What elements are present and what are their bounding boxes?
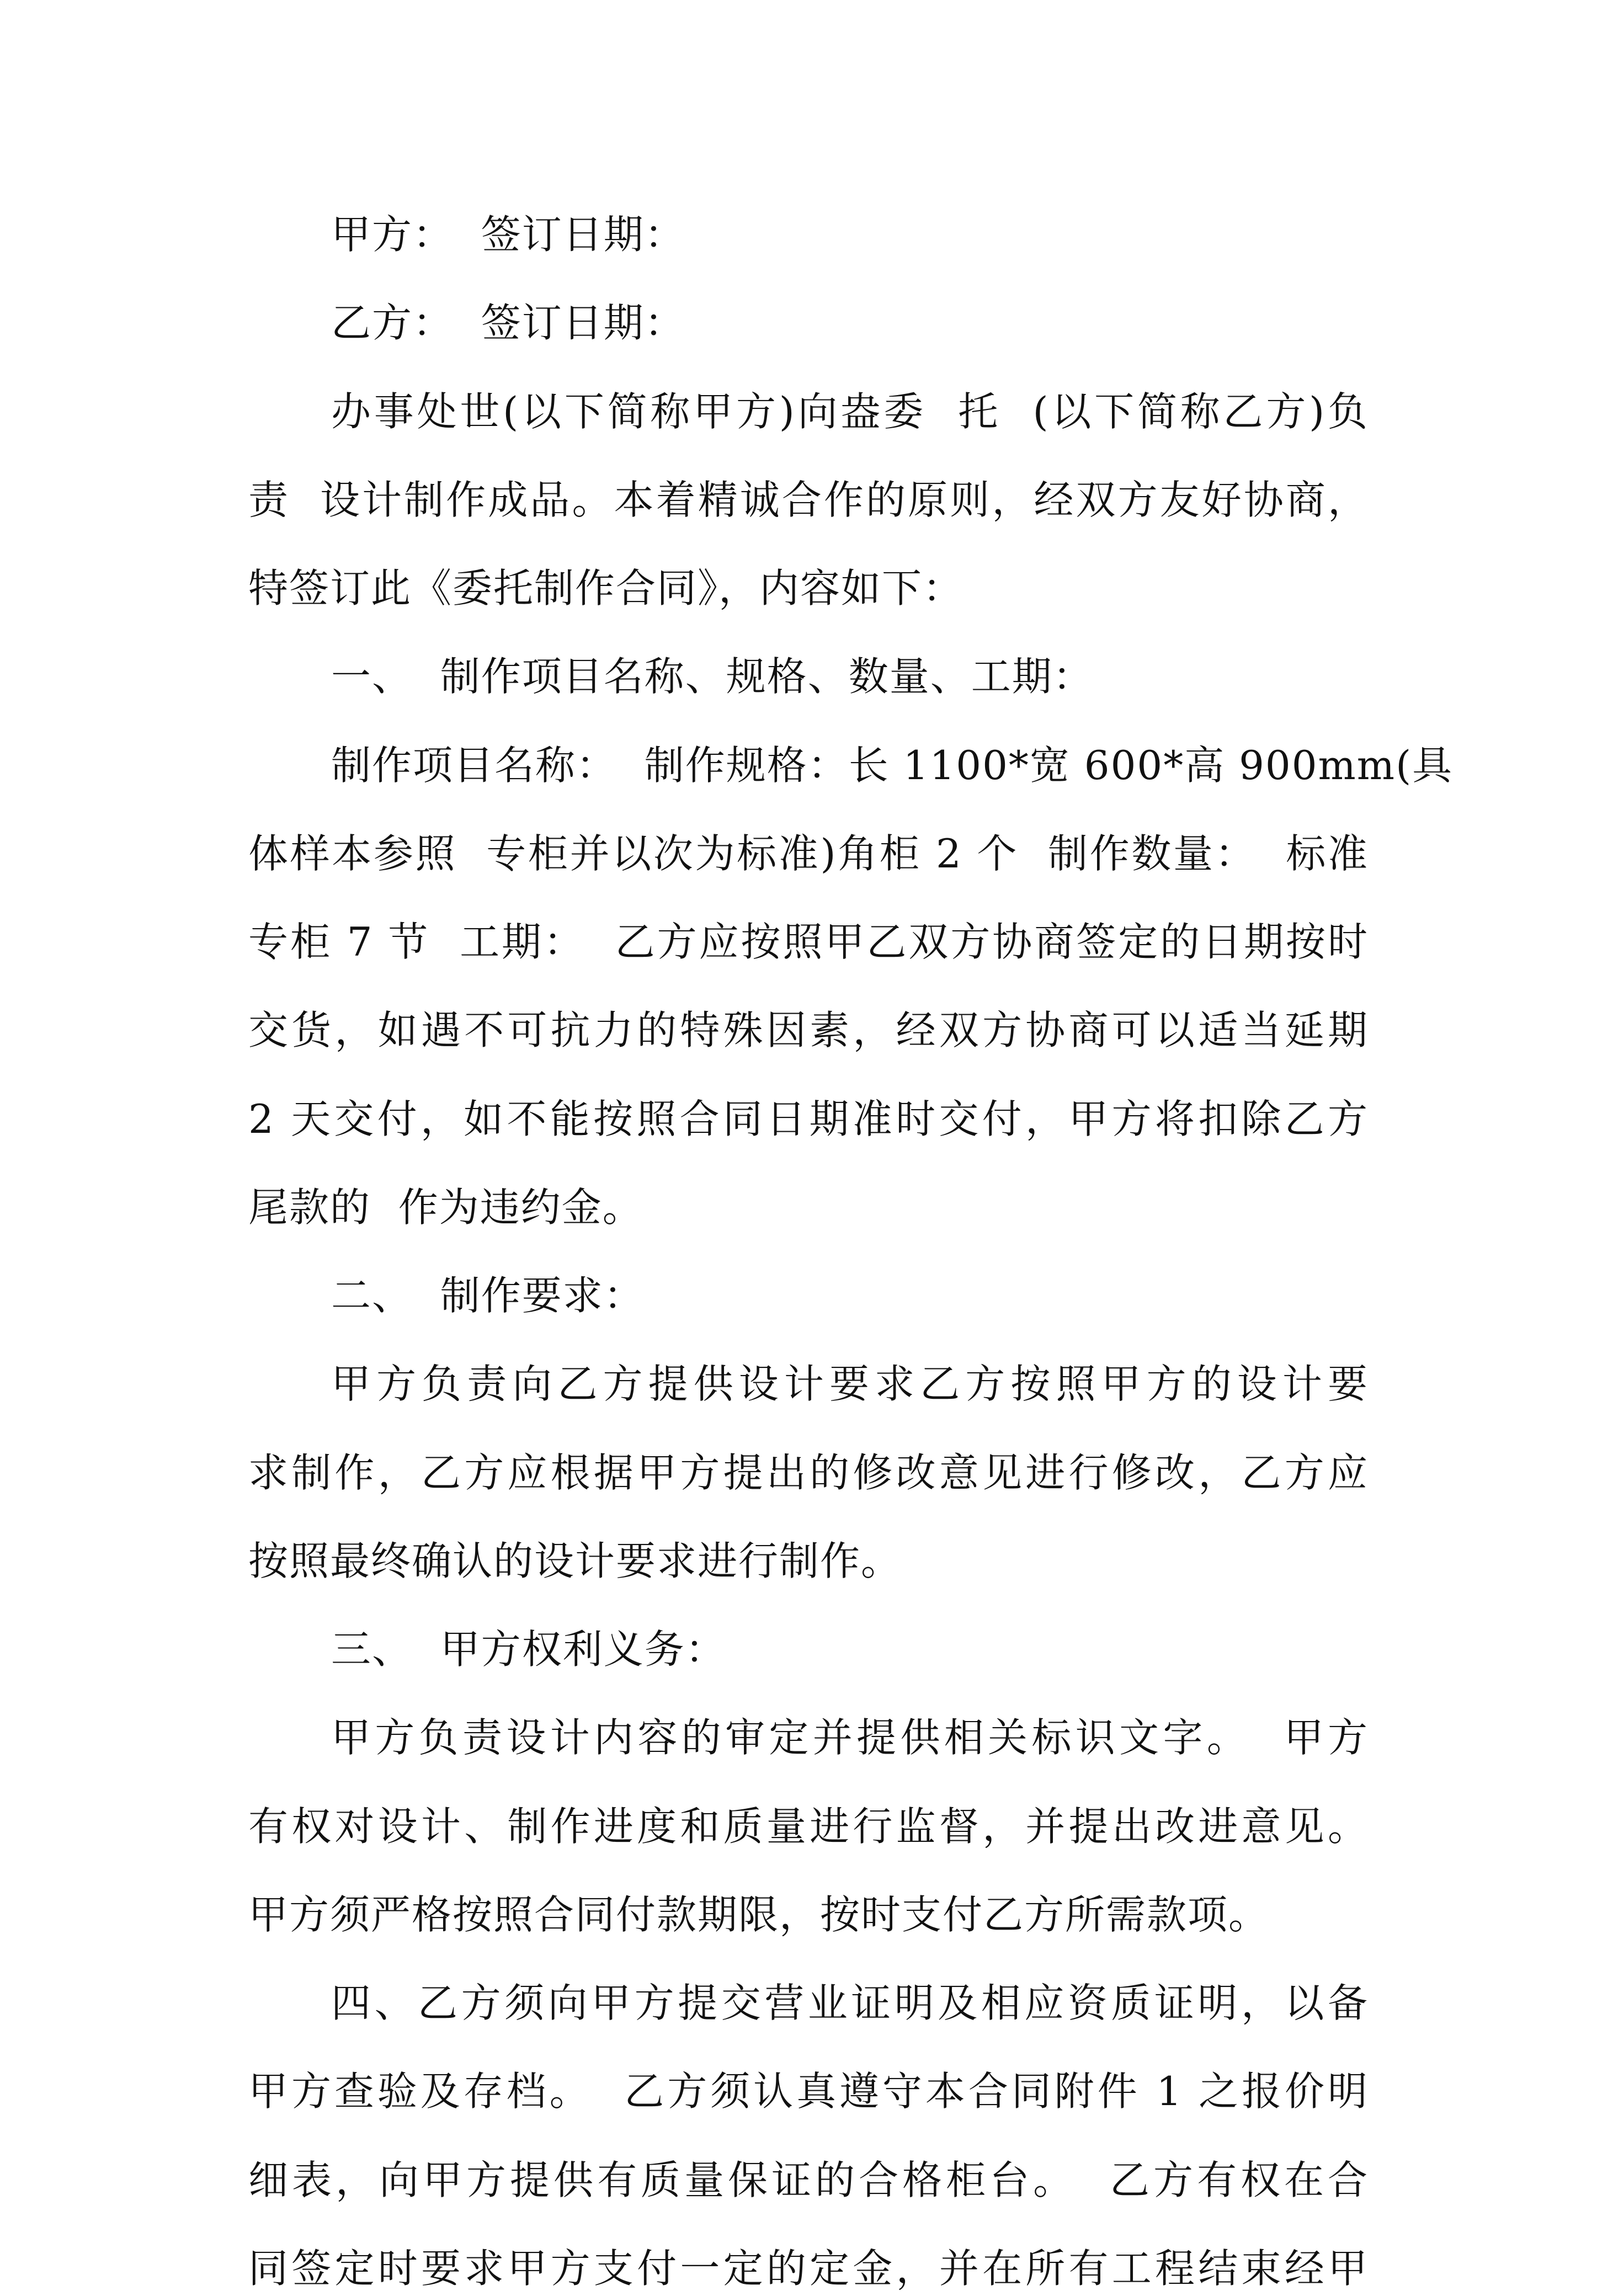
- preamble-line-3: 特签订此《委托制作合同》，内容如下：: [248, 565, 964, 611]
- party-b-signing-line: 乙方： 签订日期：: [331, 300, 685, 346]
- section-4-line-4: 同签定时要求甲方支付一定的定金，并在所有工程结束经甲: [248, 2245, 1369, 2292]
- section-1-line-5: 2 天交付，如不能按照合同日期准时交付，甲方将扣除乙方: [248, 1096, 1369, 1142]
- section-3-line-1: 甲方负责设计内容的审定并提供相关标识文字。 甲方: [331, 1714, 1369, 1761]
- party-a-signing-line: 甲方： 签订日期：: [331, 211, 685, 258]
- section-1-line-1: 制作项目名称： 制作规格：长 1100*宽 600*高 900mm(具: [331, 742, 1454, 789]
- section-1-heading: 一、 制作项目名称、规格、数量、工期：: [331, 653, 1094, 700]
- section-2-line-3: 按照最终确认的设计要求进行制作。: [248, 1538, 902, 1584]
- section-1-line-3: 专柜 7 节 工期： 乙方应按照甲乙双方协商签定的日期按时: [248, 919, 1369, 965]
- section-4-line-3: 细表，向甲方提供有质量保证的合格柜台。 乙方有权在合: [248, 2157, 1369, 2203]
- section-2-line-2: 求制作，乙方应根据甲方提出的修改意见进行修改，乙方应: [248, 1450, 1369, 1496]
- section-3-line-2: 有权对设计、制作进度和质量进行监督，并提出改进意见。: [248, 1803, 1369, 1850]
- section-1-line-2: 体样本参照 专柜并以次为标准)角柜 2 个 制作数量： 标准: [248, 830, 1369, 877]
- section-2-heading: 二、 制作要求：: [331, 1272, 645, 1319]
- section-1-line-6: 尾款的 作为违约金。: [248, 1184, 643, 1230]
- preamble-line-1: 办事处世(以下简称甲方)向盎委 托 (以下简称乙方)负: [331, 388, 1369, 435]
- section-1-line-4: 交货，如遇不可抗力的特殊因素，经双方协商可以适当延期: [248, 1007, 1369, 1053]
- preamble-line-2: 责 设计制作成品。本着精诚合作的原则，经双方友好协商，: [248, 477, 1369, 523]
- section-4-line-2: 甲方查验及存档。 乙方须认真遵守本合同附件 1 之报价明: [248, 2068, 1369, 2114]
- section-4-line-1: 四、乙方须向甲方提交营业证明及相应资质证明，以备: [331, 1980, 1369, 2026]
- section-3-heading: 三、 甲方权利义务：: [331, 1626, 726, 1672]
- section-2-line-1: 甲方负责向乙方提供设计要求乙方按照甲方的设计要: [331, 1361, 1369, 1407]
- section-3-line-3: 甲方须严格按照合同付款期限，按时支付乙方所需款项。: [248, 1892, 1270, 1938]
